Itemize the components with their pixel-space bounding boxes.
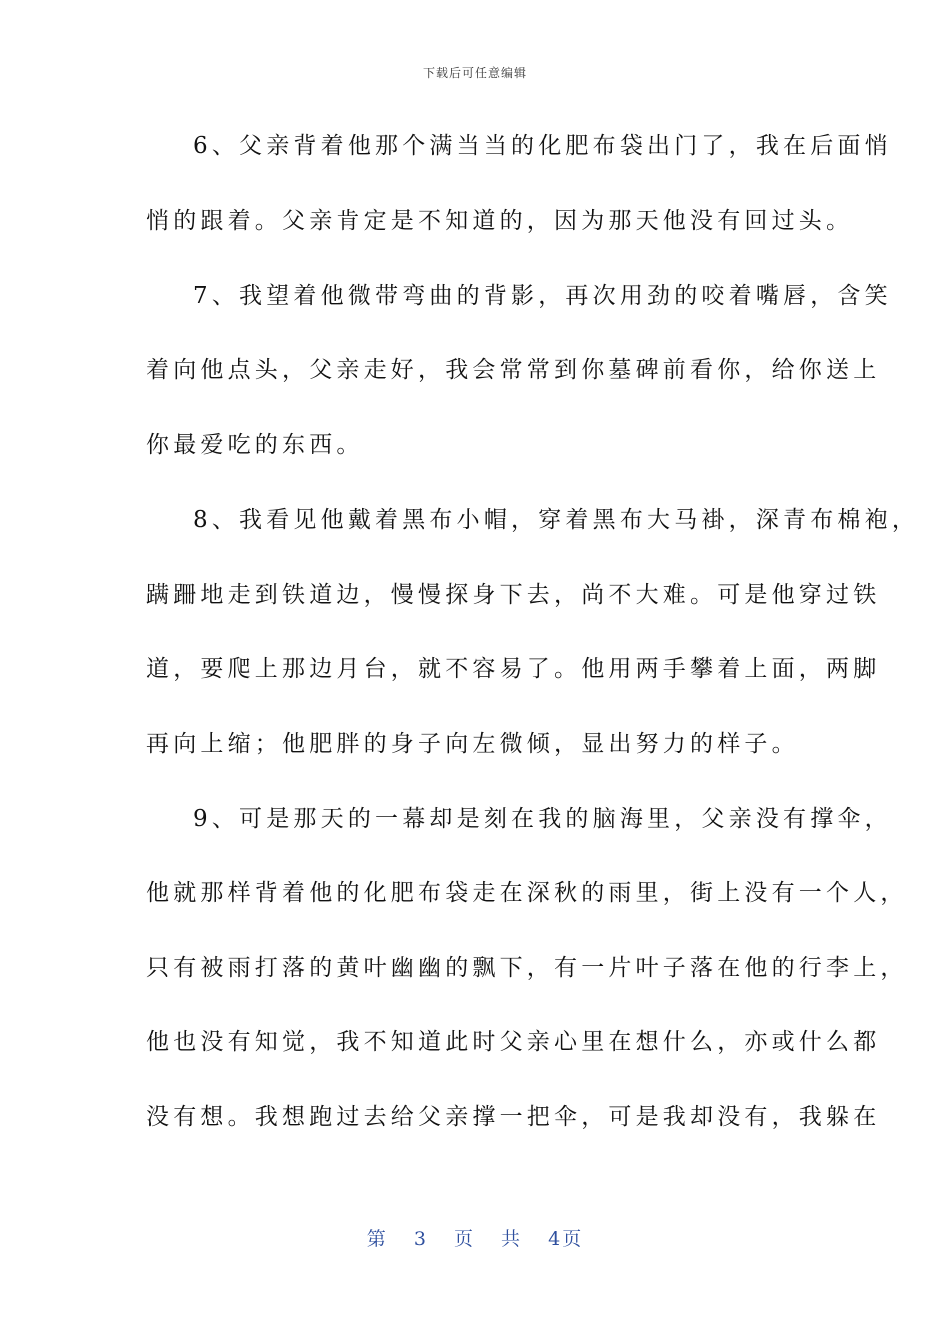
footer-total-pages: 4页 xyxy=(548,1228,584,1250)
footer-label-di: 第 xyxy=(366,1228,388,1250)
body-line: 蹒跚地走到铁道边，慢慢探身下去，尚不大难。可是他穿过铁 xyxy=(146,582,881,608)
page-header: 下载后可任意编辑 xyxy=(422,66,527,80)
body-line: 他就那样背着他的化肥布袋走在深秋的雨里，街上没有一个人， xyxy=(146,880,908,906)
body-line: 没有想。我想跑过去给父亲撑一把伞，可是我却没有，我躲在 xyxy=(146,1104,881,1130)
body-line: 9、可是那天的一幕却是刻在我的脑海里，父亲没有撑伞， xyxy=(193,806,892,832)
footer-label-ye: 页 xyxy=(453,1228,475,1250)
body-line: 你最爱吃的东西。 xyxy=(146,432,364,458)
body-line: 8、我看见他戴着黑布小帽，穿着黑布大马褂，深青布棉袍， xyxy=(193,507,920,533)
body-line: 7、我望着他微带弯曲的背影，再次用劲的咬着嘴唇，含笑 xyxy=(193,283,892,309)
body-line: 着向他点头，父亲走好，我会常常到你墓碑前看你，给你送上 xyxy=(146,357,881,383)
body-line: 道，要爬上那边月台，就不容易了。他用两手攀着上面，两脚 xyxy=(146,656,881,682)
body-line: 6、父亲背着他那个满当当的化肥布袋出门了，我在后面悄 xyxy=(193,133,892,159)
body-line: 再向上缩；他肥胖的身子向左微倾，显出努力的样子。 xyxy=(146,731,799,757)
body-line: 只有被雨打落的黄叶幽幽的飘下，有一片叶子落在他的行李上， xyxy=(146,955,908,981)
page-footer xyxy=(0,1224,950,1251)
body-line: 悄的跟着。父亲肯定是不知道的，因为那天他没有回过头。 xyxy=(146,208,854,234)
body-line: 他也没有知觉，我不知道此时父亲心里在想什么，亦或什么都 xyxy=(146,1029,881,1055)
footer-label-gong: 共 xyxy=(501,1228,523,1250)
footer-current-page: 3 xyxy=(413,1228,428,1250)
